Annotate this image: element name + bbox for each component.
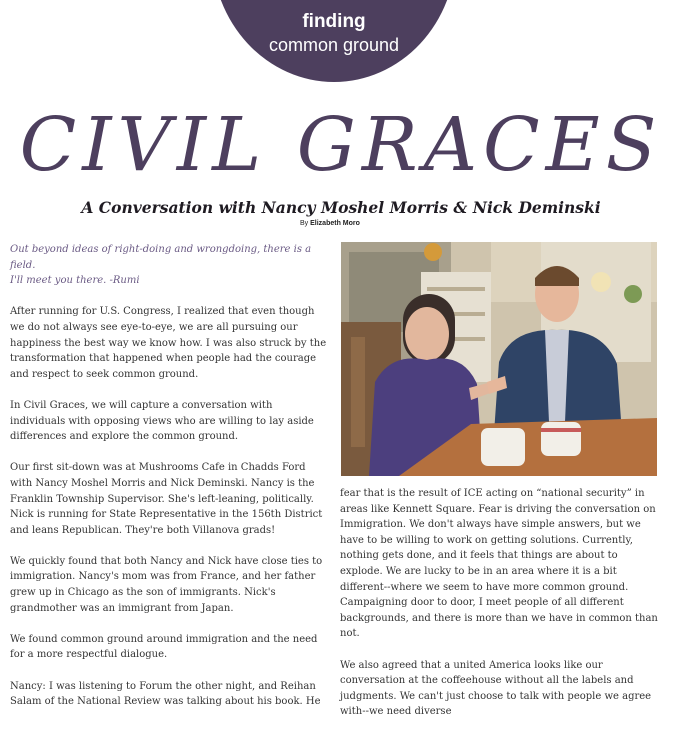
quote-line-1: Out beyond ideas of right-doing and wrongdoing, there is a field. <box>10 244 312 271</box>
paragraph: We quickly found that both Nancy and Nick have close ties to immigration. Nancy's mom was from France, and her father grew up in Chicago as the son of immigrants. Nick's grandmother was an immigrant from Japan. <box>10 555 323 614</box>
section-badge <box>212 0 456 82</box>
right-column <box>340 486 658 736</box>
badge-line-1: finding <box>302 11 366 32</box>
paragraph: In Civil Graces, we will capture a conversation with individuals with opposing views who are willing to lay aside differences and explore the common ground. <box>10 399 314 443</box>
quote-line-2: I'll meet you there. -Rumi <box>10 275 140 287</box>
article-title: CIVIL GRACES <box>19 102 663 188</box>
paragraph: After running for U.S. Congress, I realized that even though we do not always see eye-to-eye, we are all pursuing our happiness the best way we know how. I was also struck by the transformation that happened when people had the courage and respect to seek common ground. <box>10 306 327 380</box>
byline-author: Elizabeth Moro <box>310 220 360 227</box>
cafe-photo <box>341 242 657 476</box>
cafe-photo-illustration <box>341 242 657 476</box>
epigraph-quote <box>10 242 330 289</box>
byline <box>300 220 360 227</box>
left-column <box>10 242 330 725</box>
byline-prefix: By <box>300 220 309 227</box>
paragraph: We also agreed that a united America looks like our conversation at the coffeehouse without all the labels and judgments. We can't just choose to talk with people we agree with--we need diverse <box>340 659 652 718</box>
paragraph: We found common ground around immigration and the need for a more respectful dialogue. <box>10 633 318 661</box>
badge-line-2: common ground <box>268 35 400 55</box>
paragraph: fear that is the result of ICE acting on “national security” in areas like Kennett Square. Fear is driving the conversation on Immigration. We don't always have simple answers, but we have to be willing to work on getting solutions. Currently, nothing gets done, and it feels that things are about to explode. We are lucky to be in an area where it is a bit different--where we seem to have more common ground. Campaigning door to door, I meet people of all different backgrounds, and there is more than we have in common than not. <box>340 488 658 640</box>
paragraph: Nancy: I was listening to Forum the other night, and Reihan Salam of the National Review was talking about his book. He <box>10 680 321 708</box>
article-subtitle: A Conversation with Nancy Moshel Morris & Nick Deminski <box>81 198 601 217</box>
paragraph: Our first sit-down was at Mushrooms Cafe in Chadds Ford with Nancy Moshel Morris and Nick Deminski. Nancy is the Franklin Township Supervisor. She's left-leaning, politically. Nick is running for State Representative in the 156th District and leans Republican. They're both Villanova grads! <box>10 462 323 536</box>
